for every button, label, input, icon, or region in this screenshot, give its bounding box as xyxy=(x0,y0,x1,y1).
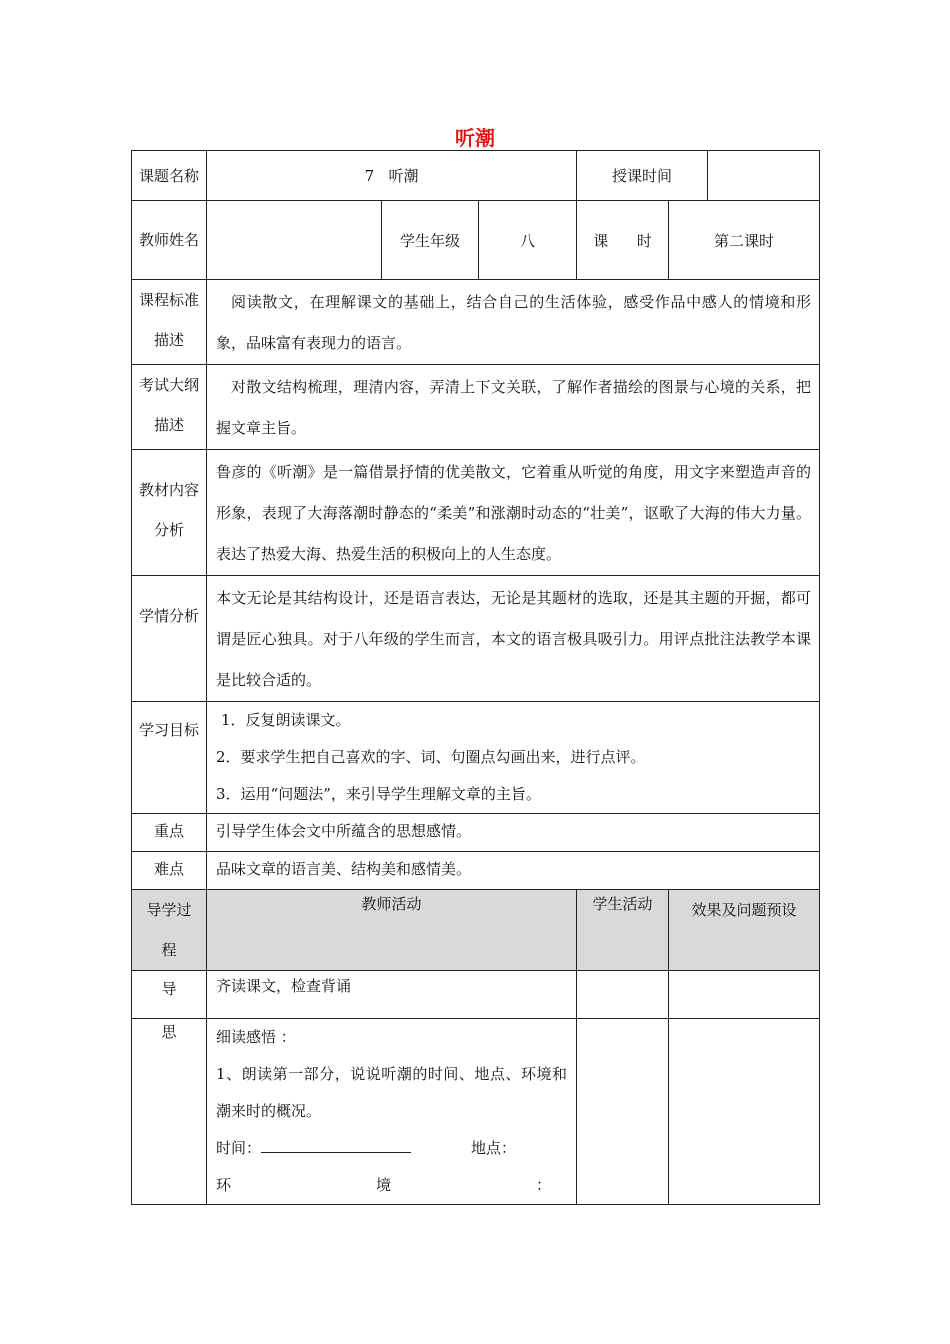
env-char: 环 xyxy=(216,1176,232,1194)
time-label: 授课时间 xyxy=(577,151,708,201)
period-value: 第二课时 xyxy=(669,201,820,280)
student-text: 本文无论是其结构设计，还是语言表达，无论是其题材的选取，还是其主题的开掘，都可谓是匠心独具。对于八年级的学生而言，本文的语言极具吸引力。用评点批注法教学本课是比较合适的。 xyxy=(207,576,820,702)
standard-text: 阅读散文，在理解课文的基础上，结合自己的生活体验，感受作品中感人的情境和形象，品味富有表现力的语言。 xyxy=(207,280,820,365)
guide-student-cell xyxy=(577,971,669,1019)
think-student-cell xyxy=(577,1019,669,1205)
exam-text: 对散文结构梳理，理清内容，弄清上下文关联，了解作者描绘的图景与心境的关系，把握文章主旨。 xyxy=(207,365,820,450)
difficult-text: 品味文章的语言美、结构美和感情美。 xyxy=(207,852,820,890)
student-label: 学情分析 xyxy=(132,576,207,702)
grade-value: 八 xyxy=(479,201,577,280)
exam-label: 考试大纲描述 xyxy=(132,365,207,450)
think-label: 思 xyxy=(132,1019,207,1205)
effect-header: 效果及问题预设 xyxy=(669,890,820,971)
key-label: 重点 xyxy=(132,814,207,852)
environment-line xyxy=(216,1167,567,1204)
lesson-plan-table xyxy=(131,150,820,1205)
place-field-label: 地点： xyxy=(471,1139,517,1157)
think-line: 细读感悟 ： xyxy=(216,1028,296,1046)
goal-item: 2．要求学生把自己喜欢的字、词、句圈点勾画出来，进行点评。 xyxy=(216,748,646,766)
material-text: 鲁彦的《听潮》是一篇借景抒情的优美散文，它着重从听觉的角度，用文字来塑造声音的形象，表现了大海落潮时静态的“柔美”和涨潮时动态的“壮美”，讴歌了大海的伟大力量。表达了热爱大海、热爱生活的积极向上的人生态度。 xyxy=(207,450,820,576)
page-title: 听潮 xyxy=(455,126,495,150)
teacher-activity-header: 教师活动 xyxy=(207,890,577,971)
goals-label: 学习目标 xyxy=(132,702,207,814)
guide-effect-cell xyxy=(669,971,820,1019)
period-label: 课 时 xyxy=(577,201,669,280)
guide-label: 导 xyxy=(132,971,207,1019)
difficult-label: 难点 xyxy=(132,852,207,890)
env-char: 境 xyxy=(376,1176,392,1194)
time-value xyxy=(708,151,820,201)
teacher-value xyxy=(207,201,382,280)
process-header: 导学过程 xyxy=(132,890,207,971)
goals-list xyxy=(207,702,820,814)
time-blank xyxy=(261,1134,411,1153)
key-text: 引导学生体会文中所蕴含的思想感情。 xyxy=(207,814,820,852)
env-char: ： xyxy=(536,1176,552,1194)
think-content xyxy=(207,1019,577,1205)
teacher-label: 教师姓名 xyxy=(132,201,207,280)
material-label: 教材内容分析 xyxy=(132,450,207,576)
time-field-label: 时间： xyxy=(216,1139,262,1157)
grade-label: 学生年级 xyxy=(382,201,479,280)
think-effect-cell xyxy=(669,1019,820,1205)
guide-text: 齐读课文，检查背诵 xyxy=(207,971,577,1019)
think-line: 1、朗读第一部分，说说听潮的时间、地点、环境和潮来时的概况。 xyxy=(216,1065,568,1120)
topic-value: 7 听潮 xyxy=(207,151,577,201)
goal-item: 1．反复朗读课文。 xyxy=(221,711,351,729)
goal-item: 3．运用“问题法”，来引导学生理解文章的主旨。 xyxy=(216,785,541,803)
topic-label: 课题名称 xyxy=(132,151,207,201)
student-activity-header: 学生活动 xyxy=(577,890,669,971)
time-place-line xyxy=(216,1130,567,1167)
standard-label: 课程标准描述 xyxy=(132,280,207,365)
